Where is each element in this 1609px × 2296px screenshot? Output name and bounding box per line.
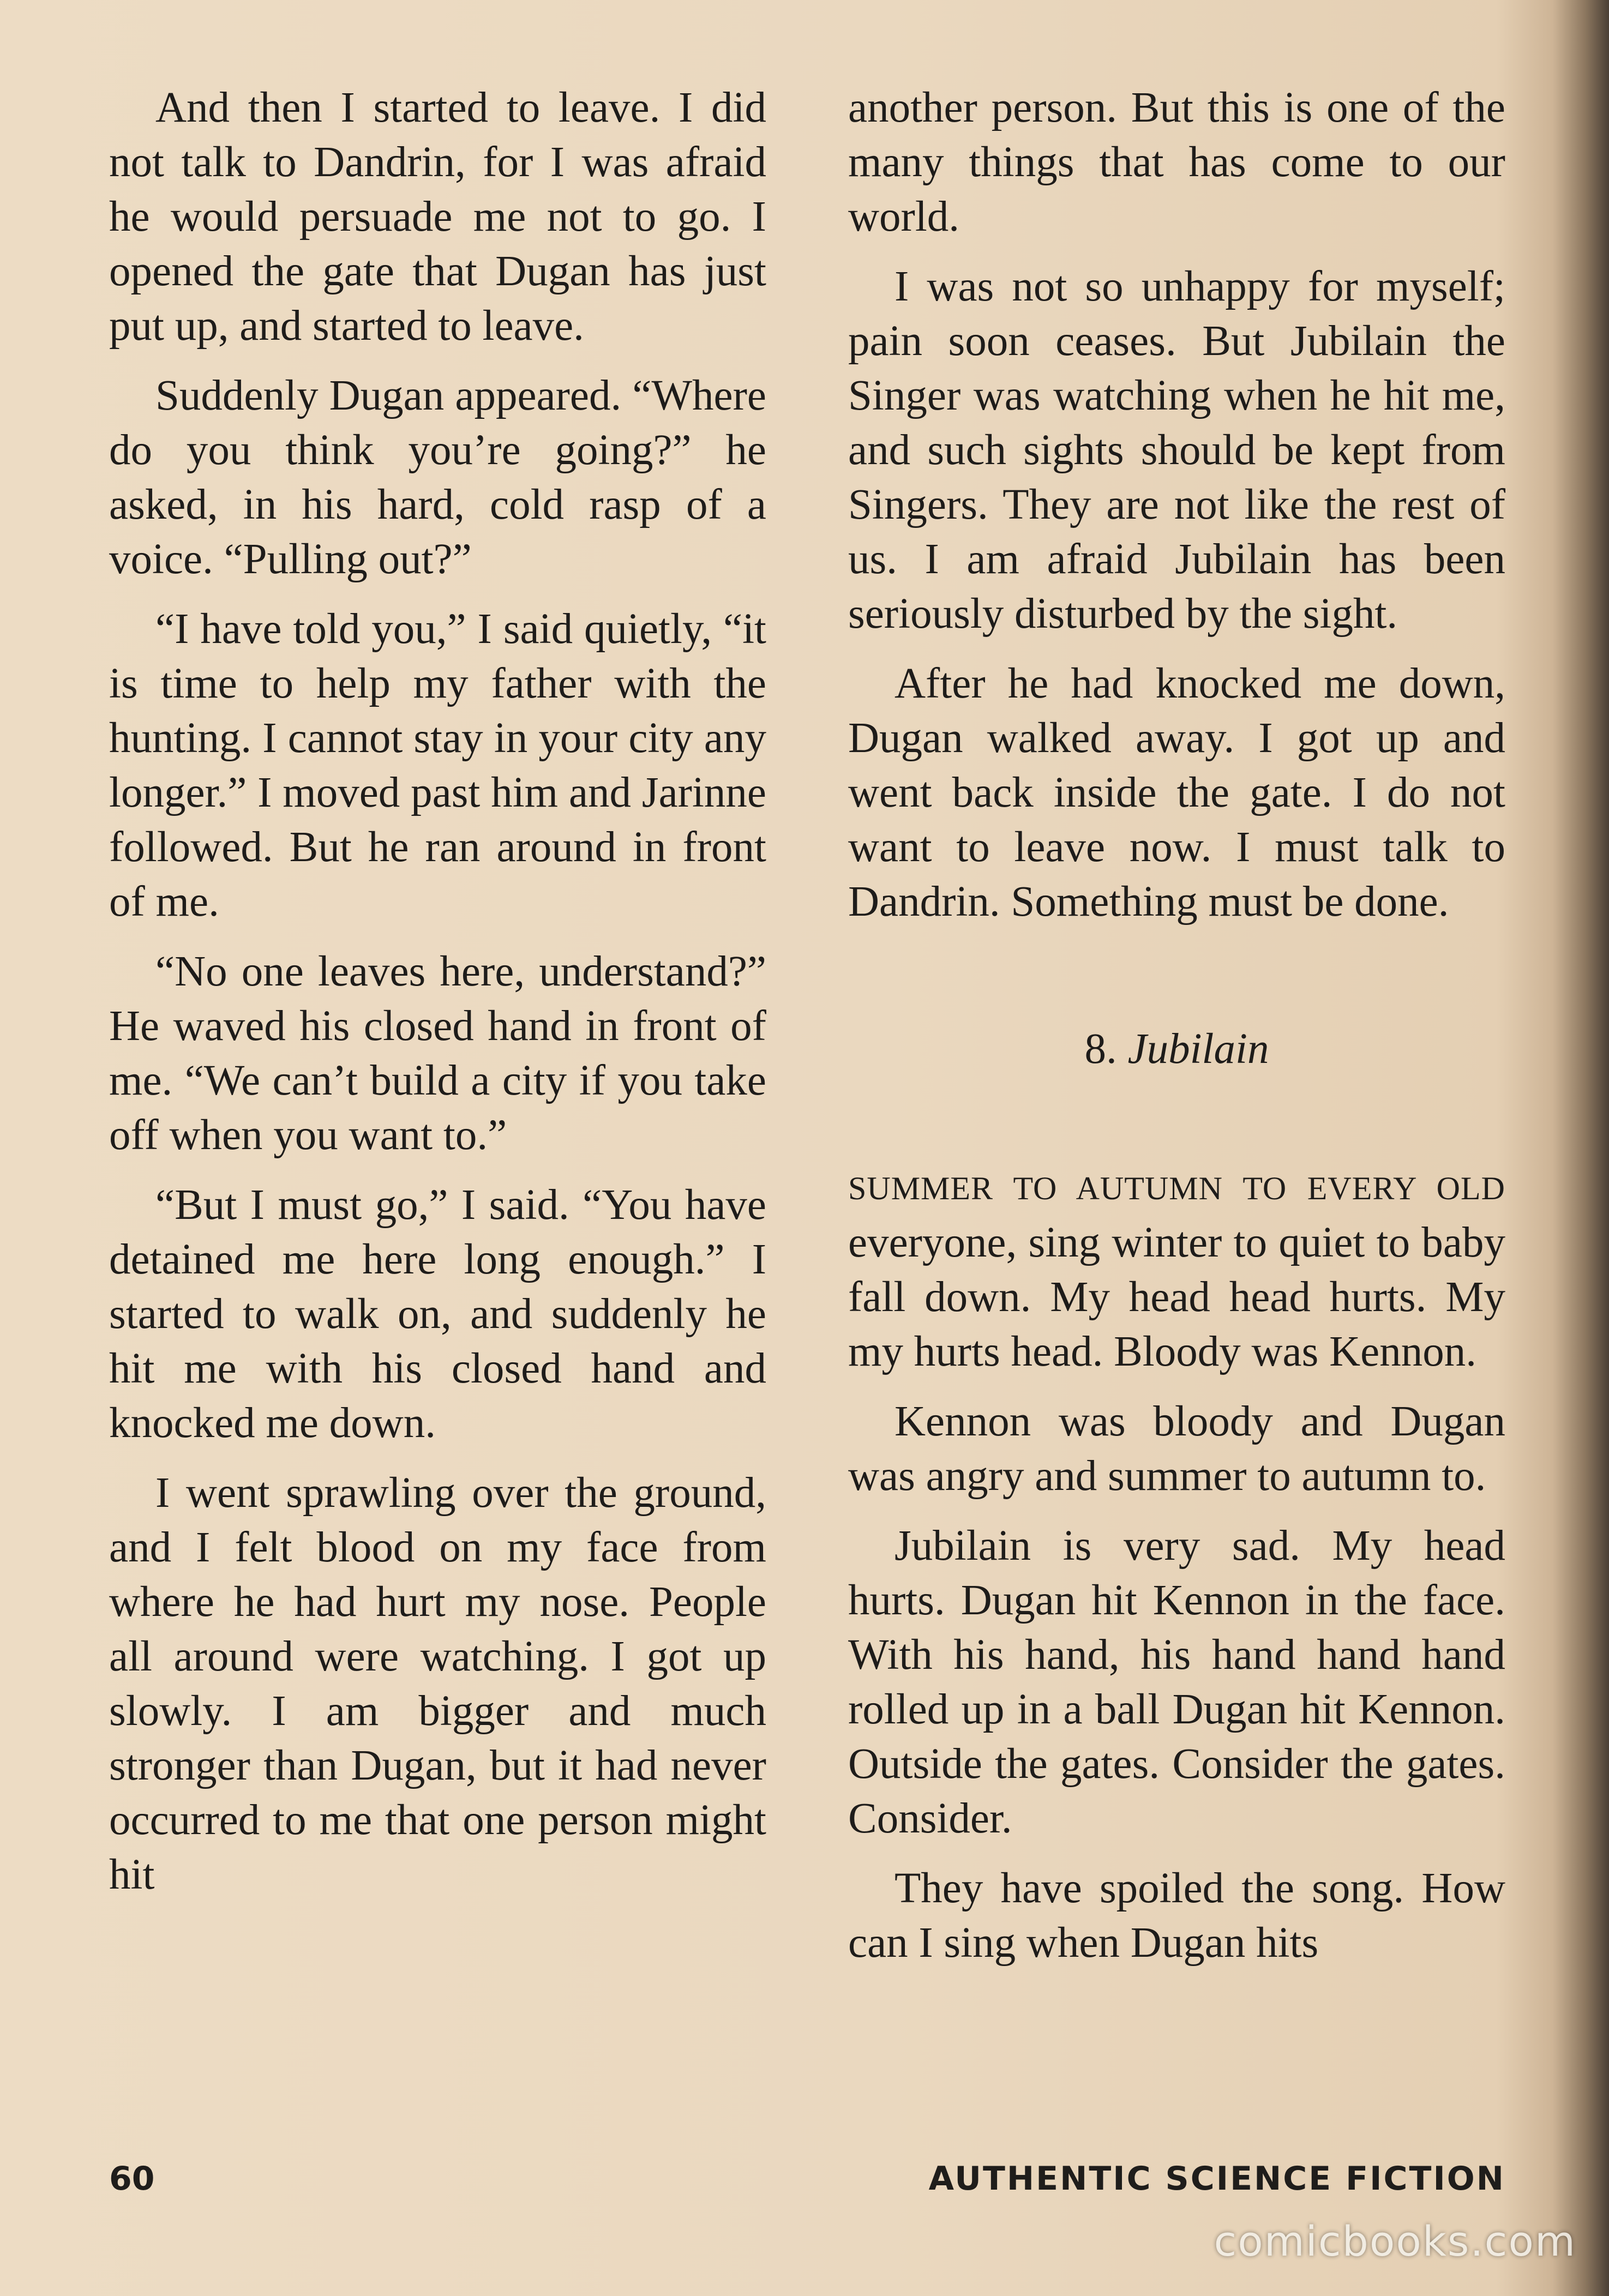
watermark-text: comicbooks.com: [1214, 2217, 1576, 2265]
section-title: Jubilain: [1127, 1025, 1269, 1073]
section-number: 8.: [1084, 1025, 1117, 1073]
running-title: AUTHENTIC SCIENCE FICTION: [928, 2160, 1505, 2198]
paragraph: And then I started to leave. I did not talk to Dandrin, for I was afraid he would persuade me not to go. I opened the gate that Dugan has just put up, and started to leave.: [109, 84, 766, 350]
continued-paragraph: another person. But this is one of the many things that has come to our world.: [848, 84, 1505, 241]
section-lead-caps: SUMMER TO AUTUMN TO EVERY OLD: [848, 1170, 1505, 1206]
section-lead-text: everyone, sing winter to quiet to baby fall down. My head head hurts. My my hurts head. Bloody was Kennon.: [848, 1219, 1505, 1375]
paragraph: “But I must go,” I said. “You have detained me here long enough.” I started to walk on, and suddenly he hit me with his closed hand and knocked me down.: [109, 1181, 766, 1447]
section-heading: [848, 1022, 1505, 1077]
section-lead-paragraph: [848, 1158, 1505, 1379]
left-column: [109, 81, 766, 1918]
paragraph: After he had knocked me down, Dugan walked away. I got up and went back inside the gate. I do not want to leave now. I must talk to Dandrin. Something must be done.: [848, 660, 1505, 925]
paragraph: “No one leaves here, understand?” He waved his closed hand in front of me. “We can’t build a city if you take off when you want to.”: [109, 948, 766, 1159]
paragraph: I went sprawling over the ground, and I felt blood on my face from where he had hurt my nose. People all around were watching. I got up slowly. I am bigger and much stronger than Dugan, but it had never occurred to me that one person might hit: [109, 1469, 766, 1898]
right-column: [848, 81, 1505, 1986]
paragraph: Jubilain is very sad. My head hurts. Dugan hit Kennon in the face. With his hand, his hand hand hand rolled up in a ball Dugan hit Kennon. Outside the gates. Consider the gates. Consider.: [848, 1522, 1505, 1842]
paragraph: They have spoiled the song. How can I sing when Dugan hits: [848, 1865, 1505, 1967]
paragraph: “I have told you,” I said quietly, “it is time to help my father with the hunting. I cannot stay in your city any longer.” I moved past him and Jarinne followed. But he ran around in front of me.: [109, 605, 766, 925]
page-number: 60: [109, 2160, 155, 2198]
paragraph: Suddenly Dugan appeared. “Where do you think you’re going?” he asked, in his hard, cold rasp of a voice. “Pulling out?”: [109, 372, 766, 583]
paragraph: I was not so unhappy for myself; pain soon ceases. But Jubilain the Singer was watching when he hit me, and such sights should be kept from Singers. They are not like the rest of us. I am afraid Jubilain has been seriously disturbed by the sight.: [848, 263, 1505, 638]
paragraph: Kennon was bloody and Dugan was angry and summer to autumn to.: [848, 1398, 1505, 1500]
